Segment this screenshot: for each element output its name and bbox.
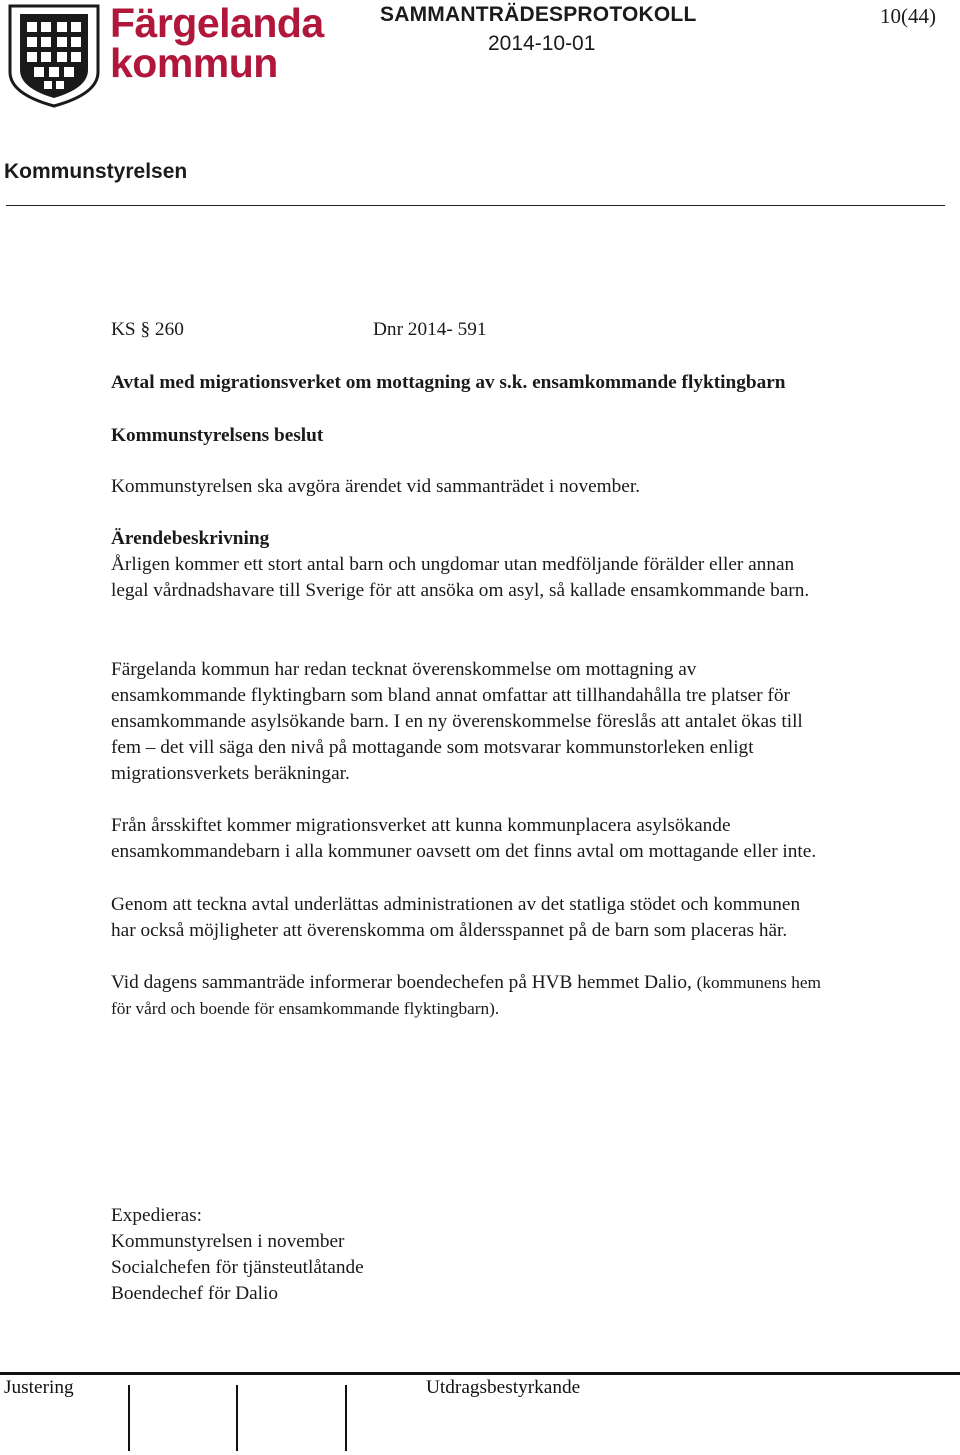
text-line: migrationsverkets beräkningar. [111,763,350,784]
dispatch-recipient: Kommunstyrelsen i november [111,1231,345,1252]
signature-divider [345,1385,347,1451]
text-line: ensamkommande flyktingbarn som bland annat omfattar att tillhandahålla tre platser för [111,685,790,706]
dispatch-label: Expedieras: [111,1205,203,1226]
text-line: för vård och boende för ensamkommande flyktingbarn). [111,999,500,1018]
text-line: Färgelanda kommun har redan tecknat överenskommelse om mottagning av [111,659,697,680]
paragraph-3 [111,813,946,865]
text-small: (kommunens hem [696,973,821,992]
header-divider [6,205,945,206]
municipality-logo [6,0,324,110]
case-title: Avtal med migrationsverket om mottagning av s.k. ensamkommande flyktingbarn [111,372,786,393]
paragraph-4 [111,892,941,944]
logo-name-line1: Färgelanda [110,0,324,46]
diary-number: Dnr 2014- 591 [373,319,487,340]
text-line: Genom att teckna avtal underlättas administrationen av det statliga stödet och kommunen [111,894,801,915]
text-line [111,970,956,996]
dispatch-list [111,1203,364,1307]
text-line: legal vårdnadshavare till Sverige för att ansöka om asyl, så kallade ensamkommande barn. [111,580,810,601]
description-heading: Ärendebeskrivning [111,528,270,549]
signature-divider [128,1385,130,1451]
text-line: har också möjligheter att överenskomma om åldersspannet på de barn som placeras här. [111,920,788,941]
case-reference [111,317,487,343]
text-line: ensamkommandebarn i alla kommuner oavsett om det finns avtal om mottagande eller inte. [111,841,817,862]
signature-divider [236,1385,238,1451]
text-line: ensamkommande asylsökande barn. I en ny överenskommelse föreslås att antalet ökas till [111,711,803,732]
paragraph-2 [111,657,941,787]
paragraph-5 [111,970,956,1022]
dispatch-recipient: Boendechef för Dalio [111,1283,279,1304]
footer-divider [0,1372,960,1375]
page-number: 10(44) [880,4,936,28]
text-line: fem – det vill säga den nivå på mottagande som motsvarar kommunstorleken enligt [111,737,754,758]
decision-heading: Kommunstyrelsens beslut [111,425,324,446]
footer-utdragsbestyrkande-label: Utdragsbestyrkande [426,1377,581,1398]
meeting-date: 2014-10-01 [488,32,596,55]
decision-text: Kommunstyrelsen ska avgöra ärendet vid sammanträdet i november. [111,476,641,497]
ks-number: KS § 260 [111,319,184,340]
footer-justering-label: Justering [4,1377,74,1398]
dispatch-recipient: Socialchefen för tjänsteutlåtande [111,1257,364,1278]
paragraph-1 [111,552,941,604]
text-line: Årligen kommer ett stort antal barn och ungdomar utan medföljande förälder eller annan [111,554,795,575]
text-main: Vid dagens sammanträde informerar boendechefen på HVB hemmet Dalio, [111,972,697,993]
text-line: Från årsskiftet kommer migrationsverket att kunna kommunplacera asylsökande [111,815,731,836]
committee-name: Kommunstyrelsen [4,160,188,183]
logo-name-line2: kommun [110,40,278,86]
document-title: SAMMANTRÄDESPROTOKOLL [380,3,697,26]
